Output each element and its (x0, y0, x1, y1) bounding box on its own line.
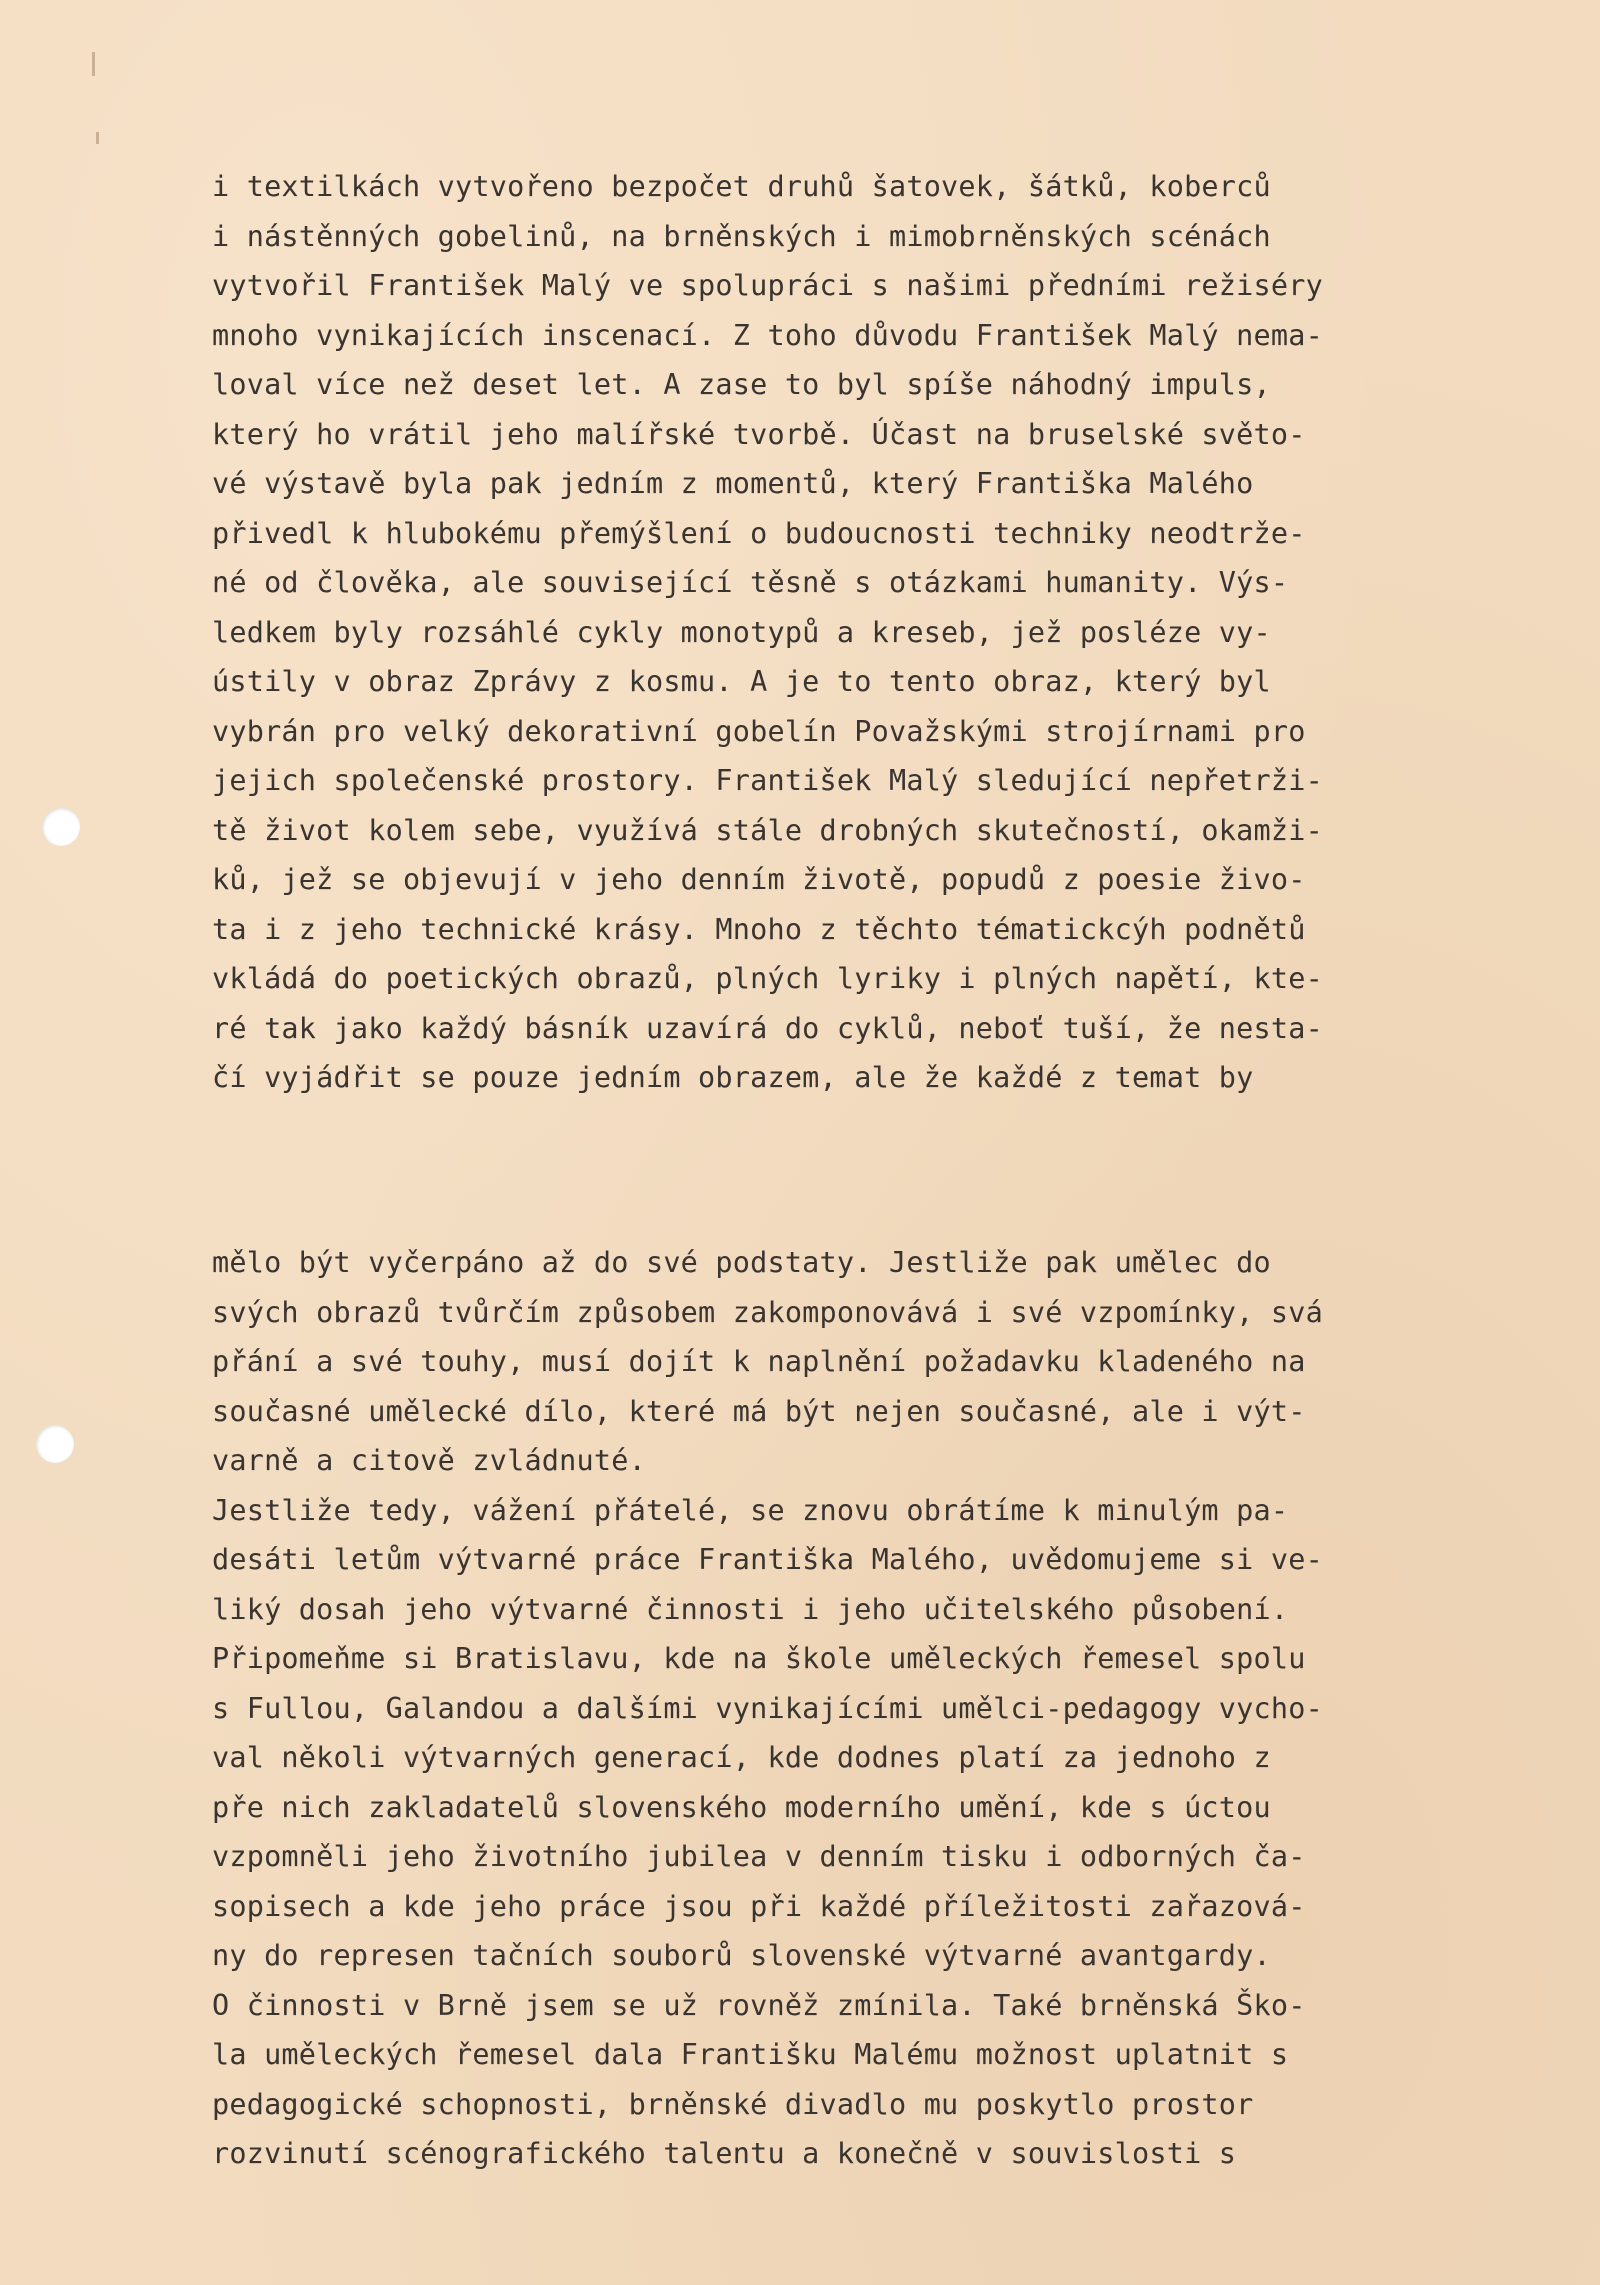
text-line: né od člověka, ale související těsně s otázkami humanity. Výs- (212, 566, 1289, 599)
text-line: ústily v obraz Zprávy z kosmu. A je to tento obraz, který byl (212, 665, 1271, 698)
text-line: vkládá do poetických obrazů, plných lyriky i plných napětí, kte- (212, 962, 1323, 995)
text-block-lower (212, 1238, 1502, 2179)
pencil-mark (96, 132, 99, 144)
text-line: čí vyjádřit se pouze jedním obrazem, ale že každé z temat by (212, 1061, 1254, 1094)
text-line: mnoho vynikajících inscenací. Z toho důvodu František Malý nema- (212, 318, 1323, 352)
text-line: sopisech a kde jeho práce jsou při každé příležitosti zařazová- (212, 1889, 1306, 1923)
text-line: loval více než deset let. A zase to byl spíše náhodný impuls, (212, 368, 1271, 401)
text-line: svých obrazů tvůrčím způsobem zakomponovává i své vzpomínky, svá (212, 1295, 1323, 1329)
punch-hole (42, 808, 80, 846)
text-line: přivedl k hlubokému přemýšlení o budoucnosti techniky neodtrže- (212, 516, 1306, 550)
text-line: současné umělecké dílo, které má být nejen současné, ale i výt- (212, 1394, 1306, 1428)
text-line: tě život kolem sebe, využívá stále drobných skutečností, okamži- (212, 813, 1323, 847)
text-line: mělo být vyčerpáno až do své podstaty. Jestliže pak umělec do (212, 1246, 1271, 1279)
text-block-upper (212, 162, 1502, 1103)
text-line: ků, jež se objevují v jeho denním životě, popudů z poesie živo- (212, 863, 1306, 896)
text-line: ta i z jeho technické krásy. Mnoho z těchto tématickcýh podnětů (212, 912, 1306, 946)
text-line: desáti letům výtvarné práce Františka Malého, uvědomujeme si ve- (212, 1543, 1323, 1576)
text-line: jejich společenské prostory. František Malý sledující nepřetrži- (212, 764, 1323, 797)
text-line: přání a své touhy, musí dojít k naplnění požadavku kladeného na (212, 1345, 1306, 1378)
text-line: O činnosti v Brně jsem se už rovněž zmínila. Také brněnská Ško- (212, 1988, 1306, 2022)
text-line: val několi výtvarných generací, kde dodnes platí za jednoho z (212, 1741, 1271, 1774)
text-line: vytvořil František Malý ve spolupráci s našimi předními režiséry (212, 269, 1323, 302)
text-line: la uměleckých řemesel dala Františku Malému možnost uplatnit s (212, 2038, 1289, 2071)
text-line: ré tak jako každý básník uzavírá do cyklů, neboť tuší, že nesta- (212, 1011, 1323, 1045)
text-line: rozvinutí scénografického talentu a konečně v souvislosti s (212, 2137, 1237, 2170)
text-line: vzpomněli jeho životního jubilea v denním tisku i odborných ča- (212, 1840, 1306, 1873)
text-line: varně a citově zvládnuté. (212, 1444, 646, 1477)
text-line: ledkem byly rozsáhlé cykly monotypů a kreseb, jež posléze vy- (212, 615, 1271, 649)
text-line: který ho vrátil jeho malířské tvorbě. Účast na bruselské světo- (212, 417, 1306, 451)
text-line: Připomeňme si Bratislavu, kde na škole uměleckých řemesel spolu (212, 1642, 1306, 1675)
text-line: pedagogické schopnosti, brněnské divadlo mu poskytlo prostor (212, 2087, 1254, 2121)
text-line: s Fullou, Galandou a dalšími vynikajícími umělci-pedagogy vycho- (212, 1691, 1323, 1725)
text-line: i nástěnných gobelinů, na brněnských i mimobrněnských scénách (212, 219, 1271, 253)
text-line: vybrán pro velký dekorativní gobelín Považskými strojírnami pro (212, 714, 1306, 748)
text-line: ny do represen tačních souborů slovenské výtvarné avantgardy. (212, 1939, 1271, 1972)
punch-hole (36, 1425, 74, 1463)
text-line: pře nich zakladatelů slovenského moderního umění, kde s úctou (212, 1790, 1271, 1824)
text-line: Jestliže tedy, vážení přátelé, se znovu obrátíme k minulým pa- (212, 1493, 1289, 1527)
text-line: i textilkách vytvořeno bezpočet druhů šatovek, šátků, koberců (212, 170, 1271, 203)
text-line: vé výstavě byla pak jedním z momentů, který Františka Malého (212, 467, 1254, 500)
pencil-mark (92, 52, 95, 76)
text-line: liký dosah jeho výtvarné činnosti i jeho učitelského působení. (212, 1592, 1289, 1626)
